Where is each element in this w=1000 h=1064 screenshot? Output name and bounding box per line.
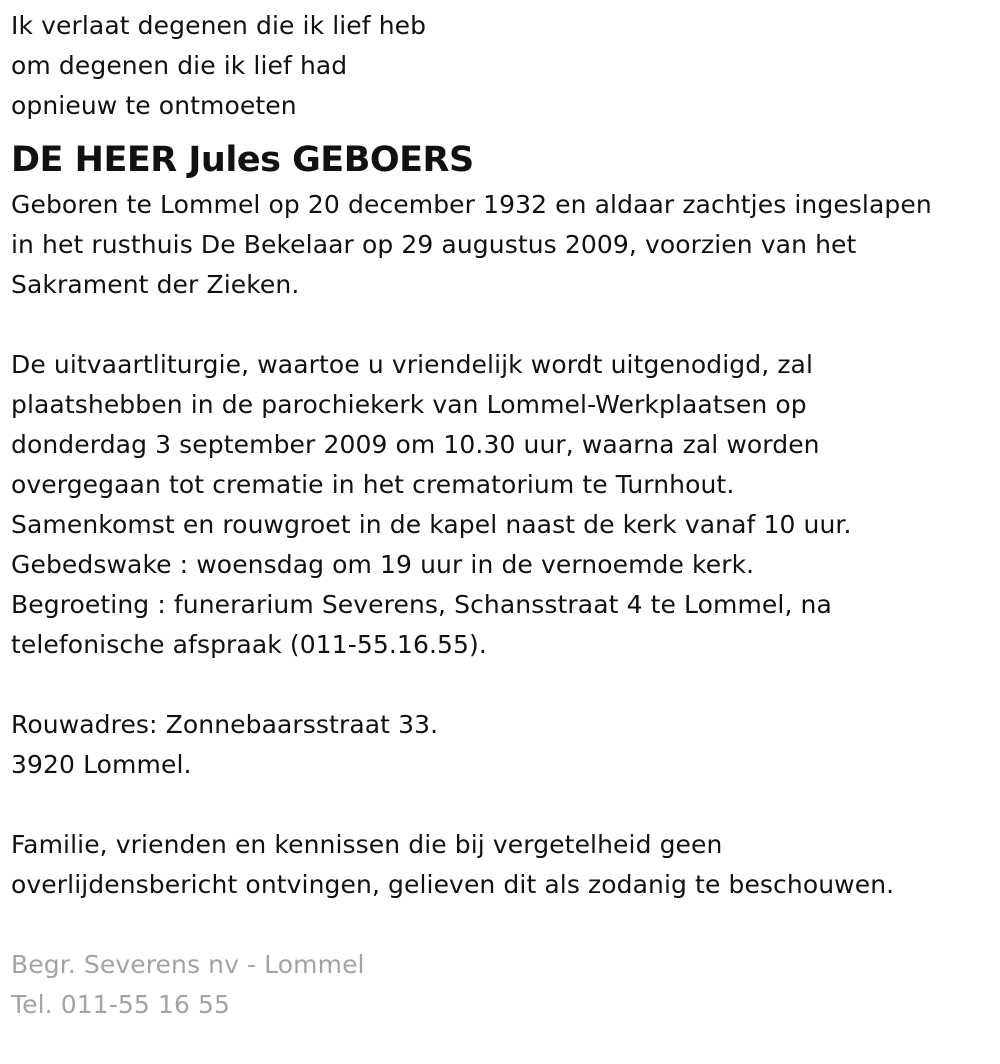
birth-death-section (11, 185, 996, 305)
service-line: Begroeting : funerarium Severens, Schansstraat 4 te Lommel, na (11, 590, 832, 619)
birth-death-line: Geboren te Lommel op 20 december 1932 en aldaar zachtjes ingeslapen (11, 190, 932, 219)
family-notice-section (11, 825, 996, 905)
deceased-name: DE HEER Jules GEBOERS (11, 140, 474, 180)
service-line: donderdag 3 september 2009 om 10.30 uur, waarna zal worden (11, 430, 820, 459)
birth-death-line: Sakrament der Zieken. (11, 270, 300, 299)
funeral-home-phone: Tel. 011-55 16 55 (11, 990, 231, 1019)
spacer (11, 665, 996, 705)
mourning-address-section (11, 705, 996, 785)
funeral-home-footer (11, 945, 996, 1025)
notice-line: Familie, vrienden en kennissen die bij vergetelheid geen (11, 830, 723, 859)
spacer (11, 905, 996, 945)
quote-line: Ik verlaat degenen die ik lief heb (11, 11, 427, 40)
funeral-home-name: Begr. Severens nv - Lommel (11, 950, 365, 979)
service-line: De uitvaartliturgie, waartoe u vriendelijk wordt uitgenodigd, zal (11, 350, 814, 379)
spacer (11, 305, 996, 345)
address-line: Rouwadres: Zonnebaarsstraat 33. (11, 710, 439, 739)
address-line: 3920 Lommel. (11, 750, 192, 779)
quote-line: opnieuw te ontmoeten (11, 91, 297, 120)
spacer (11, 785, 996, 825)
quote-section (11, 6, 996, 126)
service-line: overgegaan tot crematie in het crematorium te Turnhout. (11, 470, 735, 499)
notice-line: overlijdensbericht ontvingen, gelieven dit als zodanig te beschouwen. (11, 870, 895, 899)
quote-line: om degenen die ik lief had (11, 51, 348, 80)
obituary-notice (11, 6, 996, 1025)
service-line: Gebedswake : woensdag om 19 uur in de vernoemde kerk. (11, 550, 755, 579)
funeral-service-section (11, 345, 996, 665)
service-line: plaatshebben in de parochiekerk van Lommel-Werkplaatsen op (11, 390, 807, 419)
birth-death-line: in het rusthuis De Bekelaar op 29 augustus 2009, voorzien van het (11, 230, 857, 259)
service-line: telefonische afspraak (011-55.16.55). (11, 630, 487, 659)
service-line: Samenkomst en rouwgroet in de kapel naast de kerk vanaf 10 uur. (11, 510, 852, 539)
